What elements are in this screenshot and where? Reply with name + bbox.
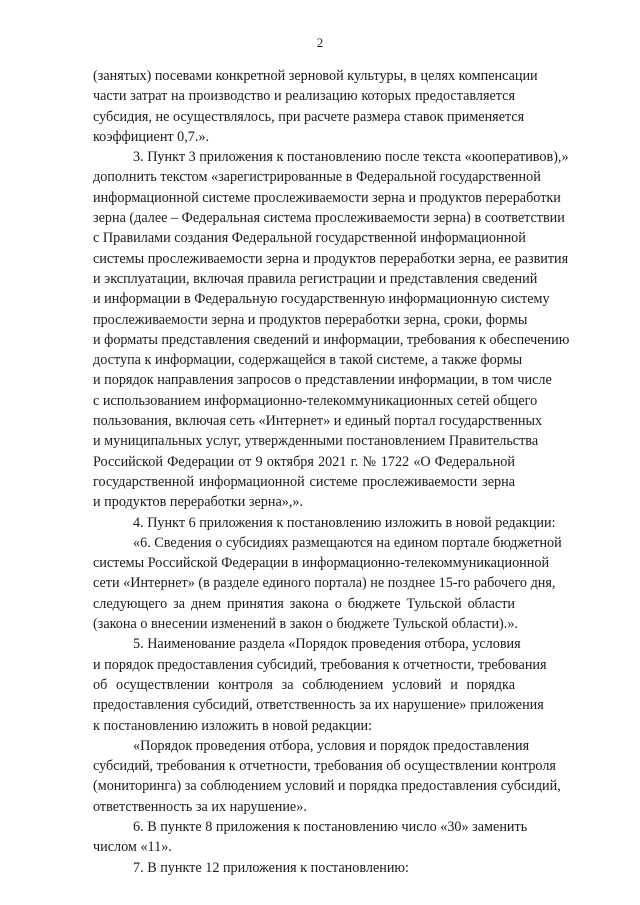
text-line: сети «Интернет» (в разделе единого портала) не позднее 15-го рабочего дня, — [93, 575, 556, 592]
text-line: числом «11». — [93, 839, 172, 856]
text-line: и продуктов переработки зерна»,». — [93, 494, 304, 511]
text-line: пользования, включая сеть «Интернет» и единый портал государственных — [93, 413, 543, 430]
text-line: с использованием информационно-телекоммуникационных сетей общего — [93, 392, 538, 409]
text-line: предоставления субсидий, ответственность за их нарушение» приложения — [93, 697, 544, 714]
text-line: об осуществлении контроля за соблюдением условий и порядка — [93, 676, 515, 693]
page-number: 2 — [316, 35, 324, 50]
text-line: «Порядок проведения отбора, условия и порядок предоставления — [133, 737, 530, 754]
text-line: 3. Пункт 3 приложения к постановлению после текста «кооперативов),» — [133, 149, 569, 166]
text-line: 7. В пункте 12 приложения к постановлению: — [133, 859, 409, 876]
text-line: (закона о внесении изменений в закон о бюджете Тульской области).». — [93, 616, 518, 633]
text-line: 4. Пункт 6 приложения к постановлению изложить в новой редакции: — [133, 514, 556, 531]
text-line: ответственность за их нарушение». — [93, 798, 307, 815]
text-line: (мониторинга) за соблюдением условий и порядка предоставления субсидий, — [93, 778, 561, 795]
text-line: с Правилами создания Федеральной государственной информационной — [93, 230, 526, 247]
text-line: и эксплуатации, включая правила регистрации и представления сведений — [93, 270, 538, 287]
text-line: дополнить текстом «зарегистрированные в Федеральной государственной — [93, 169, 541, 186]
text-line: Российской Федерации от 9 октября 2021 г. № 1722 «О Федеральной — [93, 453, 515, 470]
document-body — [93, 66, 570, 878]
text-line: 5. Наименование раздела «Порядок проведения отбора, условия — [133, 636, 521, 653]
text-line: и форматы представления сведений и информации, требования к обеспечению — [93, 331, 570, 348]
text-line: прослеживаемости зерна и продуктов переработки зерна, сроки, формы — [93, 311, 528, 328]
text-line: 6. В пункте 8 приложения к постановлению число «30» заменить — [133, 818, 528, 835]
text-line: информационной системе прослеживаемости зерна и продуктов переработки — [93, 189, 561, 206]
text-line: к постановлению изложить в новой редакции: — [93, 717, 373, 734]
text-line: «6. Сведения о субсидиях размещаются на едином портале бюджетной — [133, 534, 562, 551]
text-line: следующего за днем принятия закона о бюджете Тульской области — [93, 595, 515, 612]
text-line: зерна (далее – Федеральная система прослеживаемости зерна) в соответствии — [93, 210, 565, 227]
text-line: доступа к информации, содержащейся в такой системе, а также формы — [93, 352, 523, 369]
text-line: части затрат на производство и реализацию которых предоставляется — [93, 88, 515, 105]
text-line: коэффициент 0,7.». — [93, 128, 210, 145]
text-line: системы Российской Федерации в информационно-телекоммуникационной — [93, 555, 550, 572]
text-line: и информации в Федеральную государственную информационную систему — [93, 291, 550, 308]
text-line: и порядок направления запросов о представлении информации, в том числе — [93, 372, 552, 389]
text-line: и порядок предоставления субсидий, требования к отчетности, требования — [93, 656, 547, 673]
text-line: (занятых) посевами конкретной зерновой культуры, в целях компенсации — [93, 68, 538, 84]
text-line: государственной информационной системе прослеживаемости зерна — [93, 473, 515, 490]
text-line: субсидия, не осуществлялось, при расчете размера ставок применяется — [93, 108, 525, 125]
text-line: системы прослеживаемости зерна и продуктов переработки зерна, ее развития — [93, 250, 569, 267]
text-line: и муниципальных услуг, утвержденными постановлением Правительства — [93, 433, 539, 450]
text-line: субсидий, требования к отчетности, требования об осуществлении контроля — [93, 758, 556, 775]
